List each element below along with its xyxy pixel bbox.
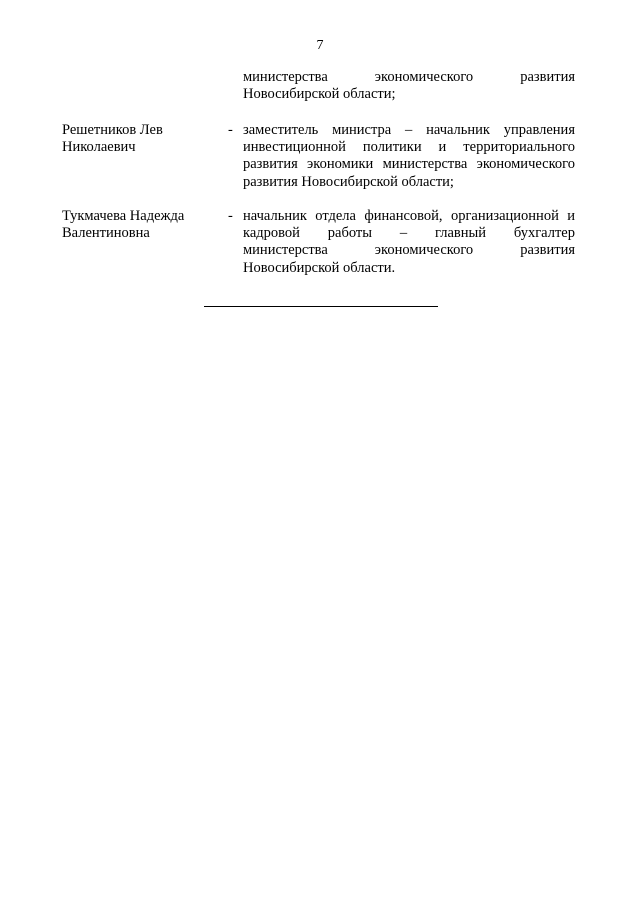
member-name-line: Валентиновна (62, 225, 150, 242)
description-line: начальник отдела финансовой, организационной и (243, 208, 575, 224)
member-name-line: Решетников Лев (62, 122, 163, 138)
description-line: инвестиционной политики и территориального (243, 139, 575, 156)
member-description (243, 122, 575, 191)
member-name (62, 208, 222, 242)
page-number: 7 (316, 38, 324, 53)
description-line: развития Новосибирской области; (243, 173, 454, 190)
description-line: Новосибирской области. (243, 259, 396, 276)
description-line: министерства экономического развития (243, 69, 575, 85)
member-name-line: Тукмачева Надежда (62, 208, 185, 224)
member-name (62, 122, 222, 156)
description-line: заместитель министра – начальник управления (243, 122, 575, 138)
description-line: кадровой работы – главный бухгалтер (243, 225, 575, 242)
description-line: развития экономики министерства экономического (243, 156, 575, 173)
description-line: министерства экономического развития (243, 242, 575, 259)
member-name-line: Николаевич (62, 139, 136, 156)
member-description-continued (243, 69, 575, 103)
member-description (243, 208, 575, 277)
end-separator-line (204, 306, 438, 307)
description-line: Новосибирской области; (243, 86, 396, 103)
separator-dash: - (228, 208, 233, 224)
separator-dash: - (228, 122, 233, 138)
